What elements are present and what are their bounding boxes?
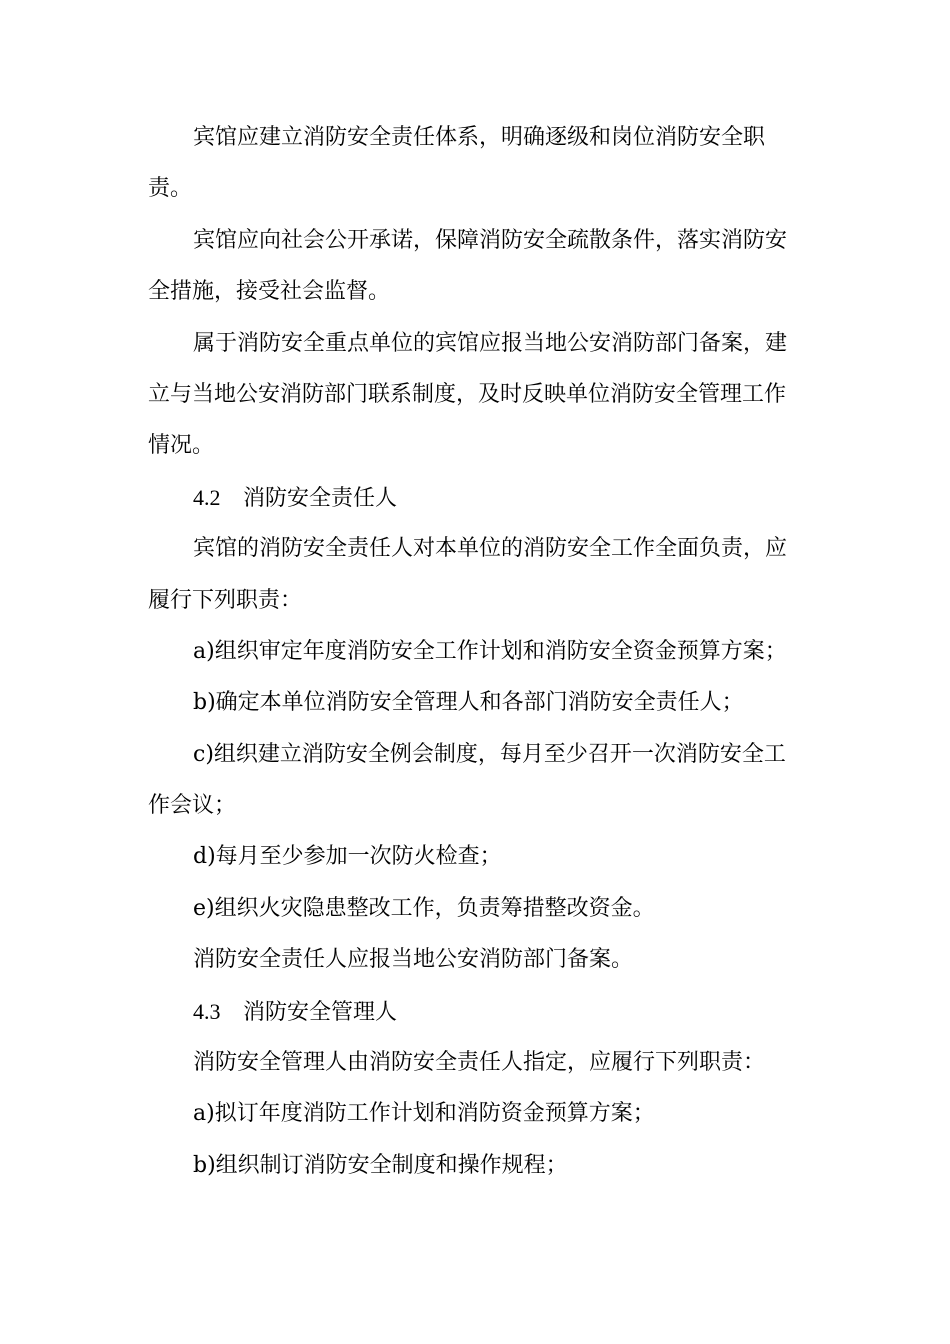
list-item: a)组织审定年度消防安全工作计划和消防安全资金预算方案；: [193, 638, 787, 664]
paragraph-line: 宾馆应建立消防安全责任体系，明确逐级和岗位消防安全职: [193, 125, 766, 150]
paragraph-line: 情况。: [148, 433, 215, 459]
paragraph-line: 消防安全管理人由消防安全责任人指定，应履行下列职责：: [193, 1050, 766, 1076]
paragraph-line: 消防安全责任人应报当地公安消防部门备案。: [193, 947, 634, 973]
paragraph-line: 责。: [148, 176, 193, 202]
paragraph-line: 立与当地公安消防部门联系制度，及时反映单位消防安全管理工作: [148, 381, 787, 407]
list-item: d)每月至少参加一次防火检查；: [193, 844, 502, 870]
section-heading-4-2: [148, 477, 798, 528]
list-item: c)组织建立消防安全例会制度，每月至少召开一次消防安全工: [193, 741, 786, 767]
section-title: 消防安全责任人: [243, 485, 398, 511]
list-item: b)组织制订消防安全制度和操作规程；: [193, 1152, 568, 1178]
section-number: 4.3: [193, 998, 221, 1024]
section-title: 消防安全管理人: [243, 999, 398, 1025]
section-number: 4.2: [193, 484, 221, 510]
paragraph-line: 履行下列职责：: [148, 587, 303, 613]
paragraph-line: 宾馆应向社会公开承诺，保障消防安全疏散条件，落实消防安: [193, 227, 788, 253]
list-item: e)组织火灾隐患整改工作，负责筹措整改资金。: [193, 895, 655, 921]
section-heading-4-3: [148, 991, 798, 1042]
paragraph-line: 全措施，接受社会监督。: [148, 279, 391, 305]
paragraph-line: 宾馆的消防安全责任人对本单位的消防安全工作全面负责，应: [193, 536, 788, 562]
list-item: a)拟订年度消防工作计划和消防资金预算方案；: [193, 1101, 655, 1127]
list-item-continuation: 作会议；: [148, 793, 237, 819]
document-body: [148, 117, 798, 1196]
list-item: b)确定本单位消防安全管理人和各部门消防安全责任人；: [193, 690, 744, 716]
paragraph-line: 属于消防安全重点单位的宾馆应报当地公安消防部门备案，建: [193, 330, 788, 356]
